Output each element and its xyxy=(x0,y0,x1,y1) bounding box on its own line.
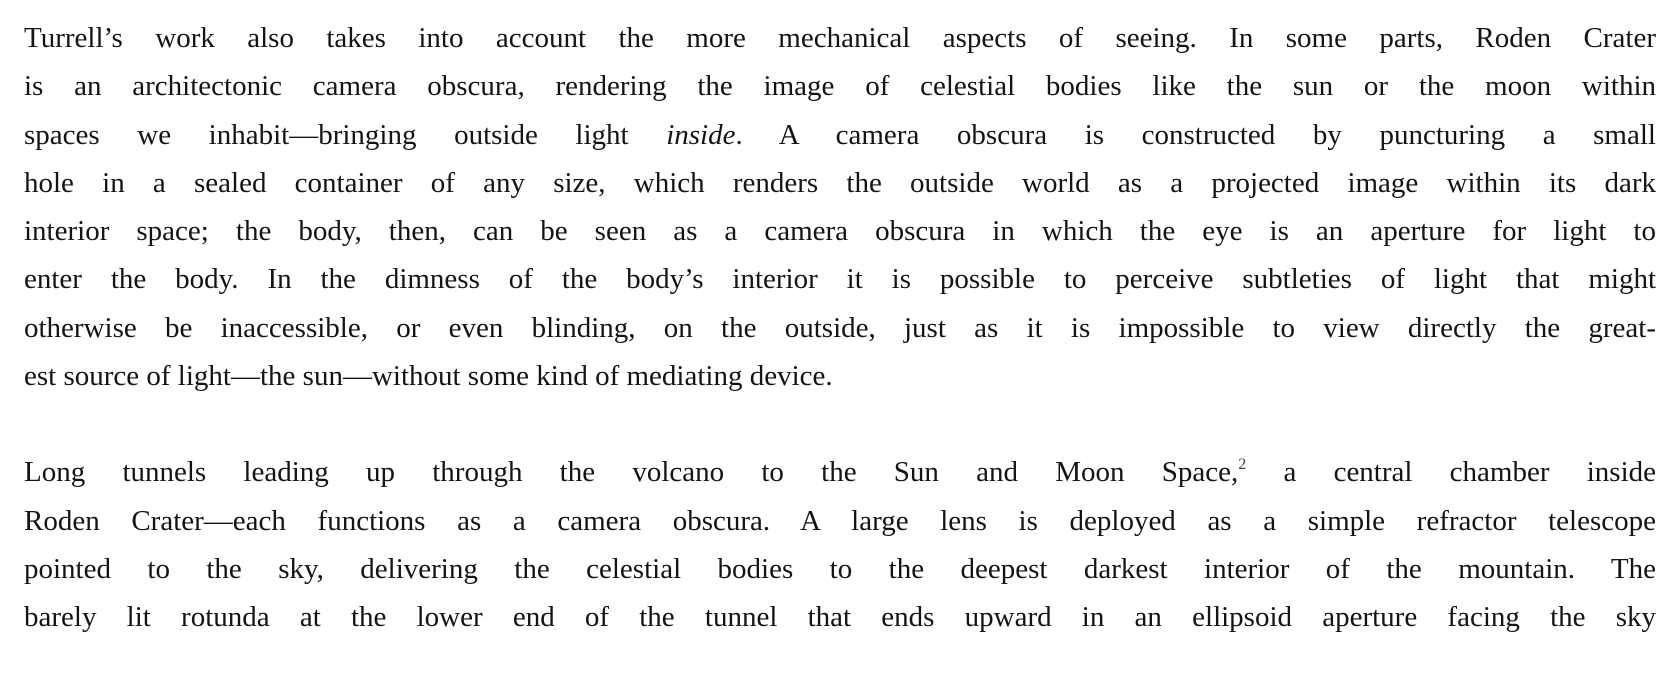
text-line: enter the body. In the dimness of the body’s interior it is possible to perceive subtleties of light that might xyxy=(24,263,1656,296)
paragraph-camera-obscura xyxy=(24,14,1656,400)
text-line: barely lit rotunda at the lower end of the tunnel that ends upward in an ellipsoid aperture facing the sky xyxy=(24,601,1656,634)
text-line: pointed to the sky, delivering the celestial bodies to the deepest darkest interior of the mountain. The xyxy=(24,552,1656,585)
text-line: Turrell’s work also takes into account the more mechanical aspects of seeing. In some parts, Roden Crater xyxy=(24,22,1656,54)
text-line: otherwise be inaccessible, or even blinding, on the outside, just as it is impossible to view directly the great- xyxy=(24,311,1656,344)
paragraph-tunnels xyxy=(24,448,1656,641)
text-line: est source of light—the sun—without some kind of mediating device. xyxy=(24,360,833,393)
italic-emphasis: inside xyxy=(666,118,736,151)
text-line: is an architectonic camera obscura, rendering the image of celestial bodies like the sun or the moon within xyxy=(24,70,1656,103)
text-line: interior space; the body, then, can be seen as a camera obscura in which the eye is an aperture for light to xyxy=(24,215,1656,248)
text-line: Long tunnels leading up through the volcano to the Sun and Moon Space,$^2$ a central chamber inside xyxy=(24,456,1657,489)
text-line: hole in a sealed container of any size, which renders the outside world as a projected image within its dark xyxy=(24,166,1656,199)
document-page xyxy=(24,14,1656,642)
text-line: spaces we inhabit—bringing outside light inside. A camera obscura is constructed by puncturing a small xyxy=(24,118,1656,151)
footnote-marker[interactable]: 2 xyxy=(1238,456,1247,474)
text-line: Roden Crater—each functions as a camera obscura. A large lens is deployed as a simple refractor telescope xyxy=(24,504,1656,537)
